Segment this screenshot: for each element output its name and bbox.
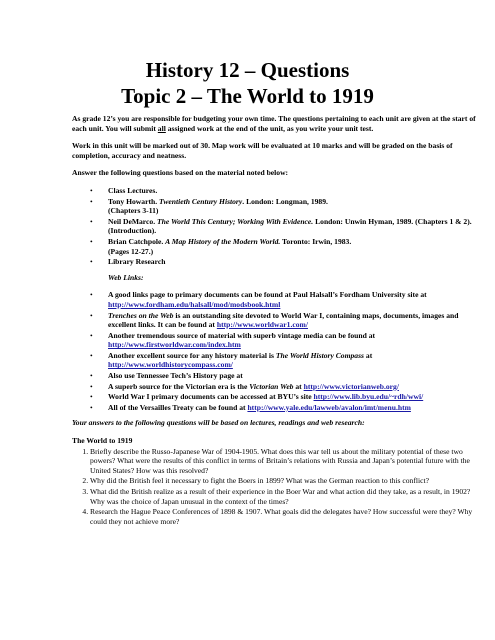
list-item: • Neil DeMarco. The World This Century; Working With Evidence. London: Unwin Hyman, 1989. (Chapters 1 & 2). (Introduction).: [108, 217, 482, 236]
link-worldhistorycompass[interactable]: http://www.worldhistorycompass.com/: [108, 360, 233, 370]
web-links-heading: Web Links:: [108, 272, 144, 282]
list-item: • A superb source for the Victorian era is the Victorian Web at http://www.victorianweb.org/: [108, 382, 482, 392]
answers-note: Your answers to the following questions will be based on lectures, readings and web research:: [72, 418, 365, 428]
list-item: • Brian Catchpole. A Map History of the Modern World. Toronto: Irwin, 1983. (Pages 12-27.): [108, 237, 482, 256]
list-item: • World War I primary documents can be accessed at BYU’s site http://www.lib.byu.edu/~rdh/wwi/: [108, 392, 482, 402]
link-fordham[interactable]: http://www.fordham.edu/halsall/mod/modsbook.html: [108, 299, 281, 309]
list-item: • Another tremendous source of material with superb vintage media can be found at http://www.firstworldwar.com/index.htm: [108, 331, 482, 350]
list-item: • Tony Howarth. Twentieth Century History. London: Longman, 1989. (Chapters 3-11): [108, 197, 482, 216]
intro-paragraph-3: Answer the following questions based on the material noted below:: [72, 168, 289, 178]
materials-list: [72, 186, 482, 267]
link-yale-avalon[interactable]: http://www.yale.edu/lawweb/avalon/imt/menu.htm: [247, 402, 411, 412]
section-heading: The World to 1919: [72, 436, 133, 446]
web-links-list: [72, 290, 482, 412]
question-item: 2. Why did the British feel it necessary to fight the Boers in 1899? What was the German reaction to this conflict?: [90, 476, 482, 486]
page-title: History 12 – Questions: [145, 58, 350, 82]
list-item: • Class Lectures.: [108, 186, 482, 196]
question-item: 3. What did the British realize as a result of their experience in the Boer War and what action did they take, as a result, in 1902? Why was the choice of Japan unusual in the context of the times?: [90, 487, 482, 506]
link-worldwar1[interactable]: http://www.worldwar1.com/: [216, 320, 308, 330]
questions-list: [72, 447, 482, 527]
page-subtitle: Topic 2 – The World to 1919: [121, 84, 374, 108]
list-item: • Library Research: [108, 257, 482, 267]
link-firstworldwar[interactable]: http://www.firstworldwar.com/index.htm: [108, 340, 241, 350]
list-item: • A good links page to primary documents can be found at Paul Halsall’s Fordham University site at http://www.fordham.edu/halsall/mod/modsbook.html: [108, 290, 482, 309]
intro-paragraph-1: As grade 12’s you are responsible for budgeting your own time. The questions pertaining to each unit are given at the start of each unit. You will submit all assigned work at the end of the unit, as you write your unit test.: [72, 114, 476, 133]
list-item: • Trenches on the Web is an outstanding site devoted to World War I, containing maps, documents, images and excellent links. It can be found at http://www.worldwar1.com/: [108, 311, 482, 330]
question-item: 1. Briefly describe the Russo-Japanese War of 1904-1905. What does this war tell us about the military potential of these two powers? What were the results of this conflict in terms of Britain’s relations with Russia and Japan’s potential future with the United States? How was this resolved?: [90, 447, 482, 476]
list-item: • Also use Tennessee Tech’s History page at: [108, 371, 482, 381]
list-item: • Another excellent source for any history material is The World History Compass at http://www.worldhistorycompass.com/: [108, 351, 482, 370]
intro-paragraph-2: Work in this unit will be marked out of 30. Map work will be evaluated at 10 marks and will be graded on the basis of completion, accuracy and neatness.: [72, 141, 453, 160]
list-item: • All of the Versailles Treaty can be found at http://www.yale.edu/lawweb/avalon/imt/menu.htm: [108, 403, 482, 413]
link-victorianweb[interactable]: http://www.victorianweb.org/: [303, 381, 399, 391]
question-item: 4. Research the Hague Peace Conferences of 1898 & 1907. What goals did the delegates have? How successful were they? Why could they not achieve more?: [90, 507, 482, 526]
document-body: [72, 114, 482, 527]
link-byu-wwi[interactable]: http://www.lib.byu.edu/~rdh/wwi/: [313, 392, 424, 402]
